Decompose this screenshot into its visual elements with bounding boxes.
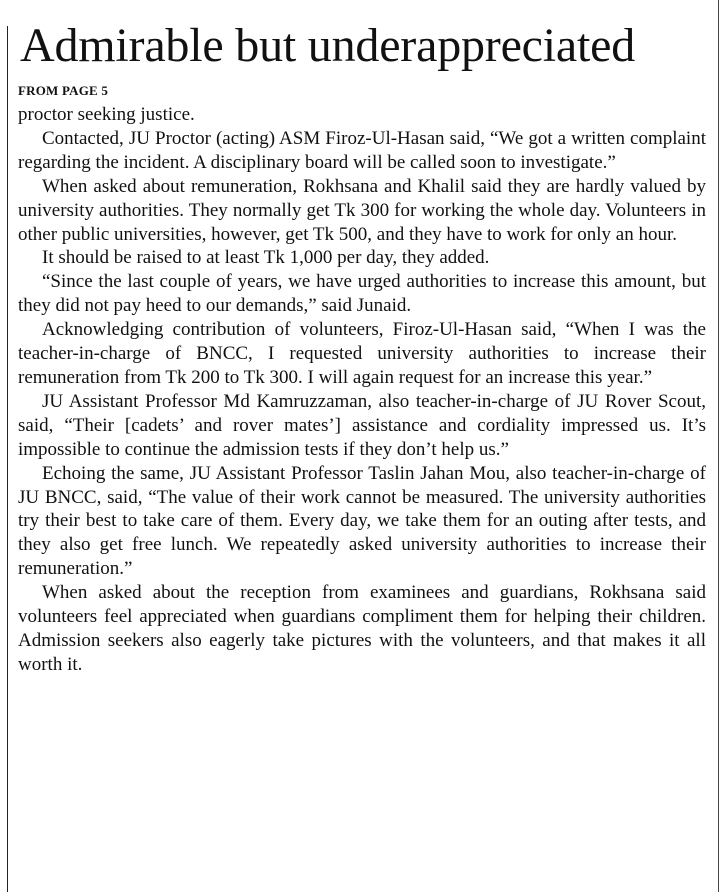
paragraph-2: Contacted, JU Proctor (acting) ASM Firoz-Ul-Hasan said, “We got a written complaint regarding the incident. A disciplinary board will be called soon to investigate.” [18, 127, 706, 173]
column-rule-right [718, 0, 719, 892]
paragraph-5: “Since the last couple of years, we have urged authorities to increase this amount, but they did not pay heed to our demands,” said Junaid. [18, 271, 706, 317]
paragraph-9: When asked about the reception from examinees and guardians, Rokhsana said volunteers feel appreciated when guardians compliment them for helping their children. Admission seekers also eagerly take pictures with the volunteers, and that makes it all worth it. [18, 582, 706, 675]
paragraph-3: When asked about remuneration, Rokhsana and Khalil said they are hardly valued by university authorities. They normally get Tk 300 for working the whole day. Volunteers in other public universities, however, get Tk 500, and they have to work for only an hour. [18, 175, 706, 245]
column-rule-left [7, 26, 8, 892]
article-body [18, 103, 706, 677]
headline: Admirable but underappreciated [20, 19, 636, 72]
paragraph-1: proctor seeking justice. [18, 104, 195, 125]
continuation-line: FROM PAGE 5 [18, 83, 109, 98]
paragraph-6: Acknowledging contribution of volunteers, Firoz-Ul-Hasan said, “When I was the teacher-in-charge of BNCC, I requested university authorities to increase their remuneration from Tk 200 to Tk 300. I will again request for an increase this year.” [18, 319, 706, 388]
paragraph-4: It should be raised to at least Tk 1,000 per day, they added. [42, 247, 490, 269]
paragraph-7: JU Assistant Professor Md Kamruzzaman, also teacher-in-charge of JU Rover Scout, said, “Their [cadets’ and rover mates’] assistance and cordiality impressed us. It’s impossible to continue the admission tests if they don’t help us.” [18, 390, 706, 460]
paragraph-8: Echoing the same, JU Assistant Professor Taslin Jahan Mou, also teacher-in-charge of JU BNCC, said, “The value of their work cannot be measured. The university authorities try their best to take care of them. Every day, we take them for an outing after tests, and they also get free lunch. We repeatedly asked university authorities to increase their remuneration.” [18, 462, 706, 580]
